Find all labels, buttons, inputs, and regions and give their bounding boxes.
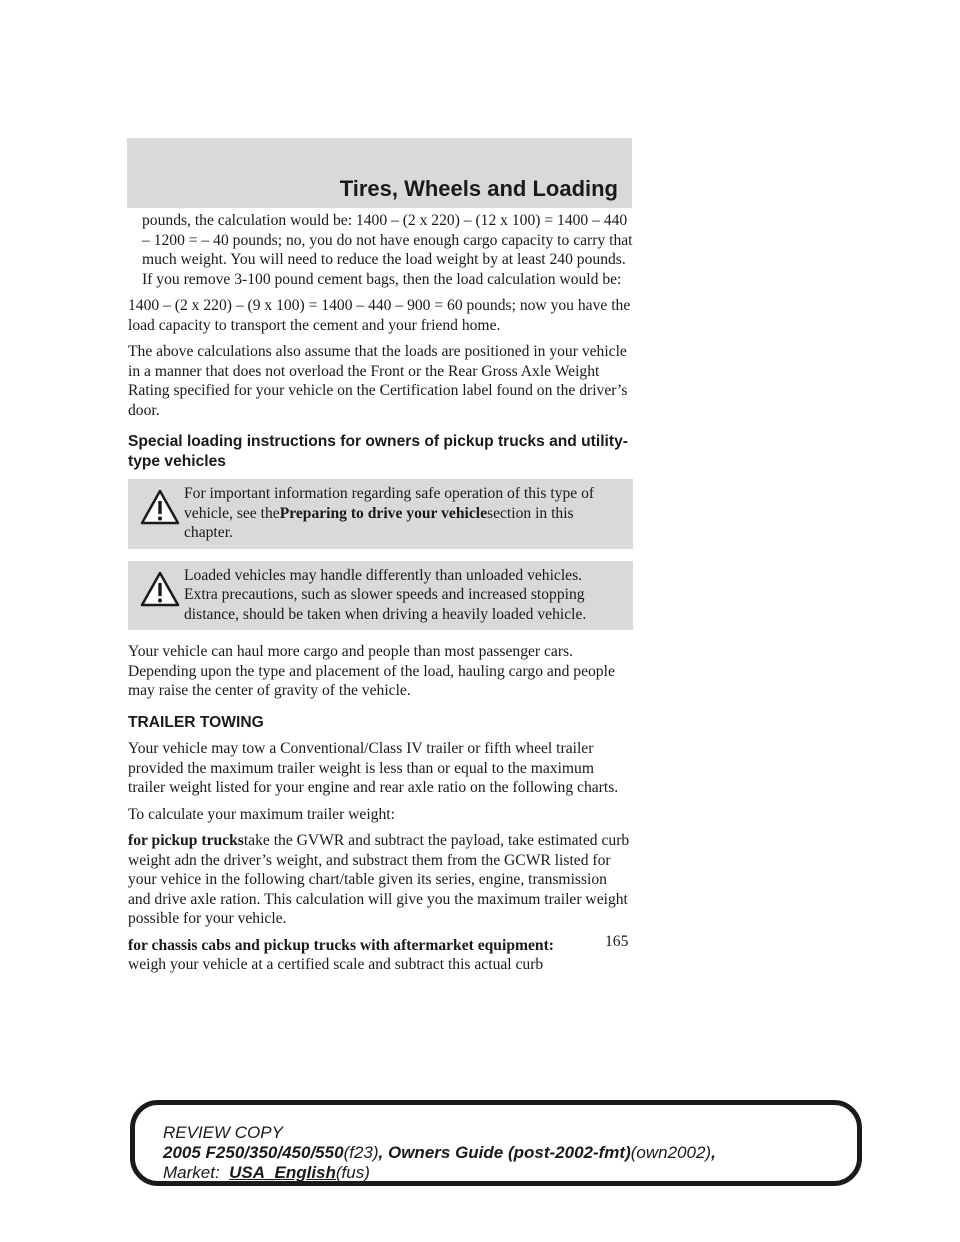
guide-code: (own2002) <box>630 1143 712 1162</box>
warning-box-handling <box>128 561 633 631</box>
model-name: 2005 F250/350/450/550 <box>163 1143 344 1162</box>
paragraph-calculate-intro: To calculate your maximum trailer weight: <box>128 805 395 823</box>
warning-triangle-icon <box>140 570 180 608</box>
page-number: 165 <box>605 933 629 950</box>
guide-name: Owners Guide (post-2002-fmt) <box>387 1143 631 1162</box>
warning1-pre: For important information regarding safe operation of this type of vehicle, see the <box>184 485 595 522</box>
warning1-post: section in this chapter. <box>184 504 574 541</box>
page-content <box>128 211 633 982</box>
market-code: (fus) <box>335 1163 370 1182</box>
market-value: USA_English <box>229 1163 336 1182</box>
chassis-cabs-lead: for chassis cabs and pickup trucks with aftermarket equipment: <box>128 936 554 954</box>
paragraph-calculation: pounds, the calculation would be: 1400 – (2 x 220) – (12 x 100) = 1400 – 440 – 1200 = – 40 pounds; no, you do not have enough cargo capacity to carry that much weight. You will need to reduce the load weight by at least 240 pounds. If you remove 3-100 pound cement bags, then the load calculation would be: <box>142 212 633 288</box>
review-copy-label: REVIEW COPY <box>163 1123 283 1142</box>
page-title: Tires, Wheels and Loading <box>339 176 618 201</box>
header-band <box>127 138 632 208</box>
pickup-trucks-text: take the GVWR and subtract the payload, take estimated curb weight adn the driver’s weight, and substract them from the GCWR listed for your vehice in the following chart/table given its series, engine, transmission and drive axle ration. This calculation will give you the maximum trailer weight possible for your vehicle. <box>128 832 630 927</box>
review-copy-market-line <box>163 1163 843 1183</box>
warning-box-safe-operation <box>128 479 633 549</box>
paragraph-tow-trailer: Your vehicle may tow a Conventional/Class IV trailer or fifth wheel trailer provided the maximum trailer weight is less than or equal to the maximum trailer weight listed for your engine and rear axle ratio on the following charts. <box>128 740 619 796</box>
review-copy-footer <box>163 1123 843 1183</box>
warning1-link-text: Preparing to drive your vehicle <box>279 504 487 522</box>
separator-2: , <box>711 1143 716 1162</box>
paragraph-haul-cargo: Your vehicle can haul more cargo and people than most passenger cars. Depending upon the type and placement of the load, hauling cargo and people may raise the center of gravity of the vehicle. <box>128 643 615 699</box>
paragraph-revised-calculation: 1400 – (2 x 220) – (9 x 100) = 1400 – 440 – 900 = 60 pounds; now you have the load capacity to transport the cement and your friend home. <box>128 297 631 334</box>
separator-1: , <box>378 1143 388 1162</box>
review-copy-model-line <box>163 1143 843 1163</box>
warning-text-handling: Loaded vehicles may handle differently than unloaded vehicles. Extra precautions, such as slower speeds and increased stopping distance, should be taken when driving a heavily loaded vehicle. <box>184 566 587 623</box>
model-code: (f23) <box>343 1143 379 1162</box>
pickup-trucks-lead: for pickup trucks <box>128 832 244 849</box>
market-label: Market: <box>163 1163 220 1182</box>
paragraph-pickup-trucks <box>128 831 633 929</box>
heading-trailer-towing: TRAILER TOWING <box>128 713 264 731</box>
warning-text-safe-operation <box>130 484 619 543</box>
paragraph-chassis-cabs <box>128 936 633 975</box>
chassis-cabs-text: weigh your vehicle at a certified scale and subtract this actual curb <box>128 956 544 973</box>
heading-special-loading: Special loading instructions for owners of pickup trucks and utility-type vehicles <box>128 433 628 470</box>
warning-triangle-icon <box>140 488 180 526</box>
paragraph-assumption: The above calculations also assume that the loads are positioned in your vehicle in a manner that does not overload the Front or the Rear Gross Axle Weight Rating specified for your vehicle on the Certification label found on the driver’s door. <box>128 343 628 419</box>
